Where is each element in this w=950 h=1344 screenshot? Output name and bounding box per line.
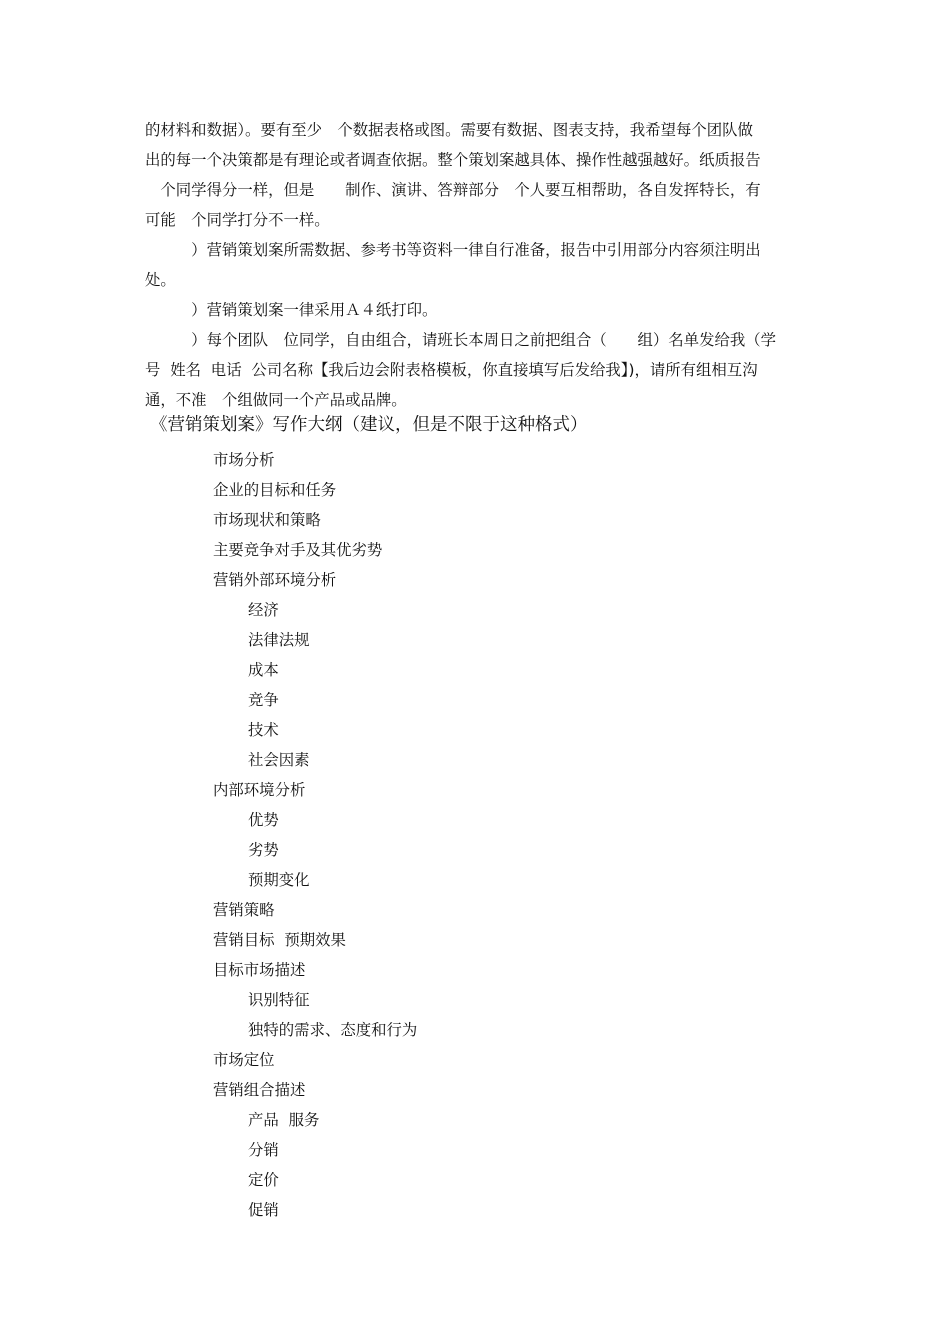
- text-line: ）每个团队 位同学，自由组合，请班长本周日之前把组合（ 组）名单发给我（学: [145, 331, 777, 349]
- outline-subitem: 预期变化: [248, 871, 310, 889]
- requirements-paragraph: [145, 115, 807, 235]
- outline-item: 内部环境分析: [213, 781, 306, 799]
- outline-item: 营销组合描述: [213, 1081, 306, 1099]
- outline-item: 目标市场描述: [213, 961, 306, 979]
- outline-item: 企业的目标和任务: [213, 481, 337, 499]
- outline-subitem: 定价: [248, 1171, 279, 1189]
- outline-subitem: 识别特征: [248, 991, 310, 1009]
- outline-subitem: 技术: [248, 721, 279, 739]
- team-grouping-paragraph: [145, 325, 807, 415]
- outline-subitem: 法律法规: [248, 631, 310, 649]
- data-sources-paragraph: [145, 235, 807, 295]
- outline-item: 营销外部环境分析: [213, 571, 337, 589]
- outline-item: 主要竞争对手及其优劣势: [213, 541, 383, 559]
- outline-item: 营销策略: [213, 901, 275, 919]
- text-line: ）营销策划案一律采用Ａ４纸打印。: [145, 301, 438, 319]
- outline-item: 市场现状和策略: [213, 511, 321, 529]
- text-line: 通，不准 个组做同一个产品或品牌。: [145, 391, 407, 409]
- outline-item: 市场分析: [213, 451, 275, 469]
- outline-subitem: 社会因素: [248, 751, 310, 769]
- text-line: [145, 355, 807, 385]
- text-fragment: 姓名: [170, 361, 201, 379]
- text-line: 个同学得分一样，但是 制作、演讲、答辩部分 个人要互相帮助，各自发挥特长，有: [145, 181, 761, 199]
- outline-subitem: 产品 服务: [248, 1111, 320, 1129]
- outline-subitem: 分销: [248, 1141, 279, 1159]
- text-line: 处。: [145, 271, 176, 289]
- text-fragment: 公司名称【我后边会附表格模板，你直接填写后发给我】)，请所有组相互沟: [251, 361, 758, 379]
- outline-subitem: 独特的需求、态度和行为: [248, 1021, 418, 1039]
- text-line: 可能 个同学打分不一样。: [145, 211, 330, 229]
- outline-subitem: 成本: [248, 661, 279, 679]
- outline-heading: 《营销策划案》写作大纲（建议，但是不限于这种格式）: [150, 415, 588, 435]
- outline-item: 市场定位: [213, 1051, 275, 1069]
- text-fragment: 电话: [210, 361, 242, 379]
- outline-subitem: 竞争: [248, 691, 279, 709]
- outline-subitem: 优势: [248, 811, 279, 829]
- outline-subitem: 劣势: [248, 841, 279, 859]
- outline-subitem: 经济: [248, 601, 279, 619]
- text-line: 的材料和数据）。要有至少 个数据表格或图。需要有数据、图表支持，我希望每个团队做: [145, 121, 753, 139]
- outline-subitem: 促销: [248, 1201, 279, 1219]
- text-line: 出的每一个决策都是有理论或者调查依据。整个策划案越具体、操作性越强越好。纸质报告: [145, 151, 761, 169]
- text-fragment: 号: [145, 361, 161, 379]
- text-line: ）营销策划案所需数据、参考书等资料一律自行准备，报告中引用部分内容须注明出: [145, 241, 761, 259]
- outline-item: 营销目标 预期效果: [213, 931, 346, 949]
- print-format-paragraph: [145, 295, 807, 325]
